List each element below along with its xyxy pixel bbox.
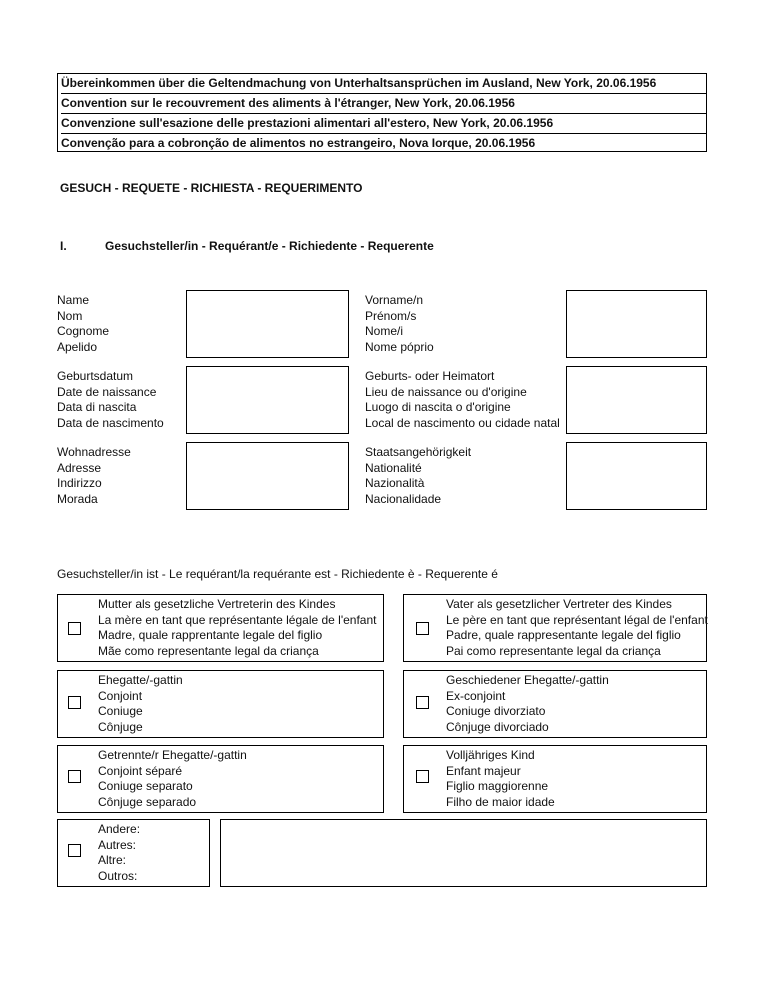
father-label-fr: Le père en tant que représentant légal de l'enfant — [446, 612, 708, 627]
birthplace-label-it: Luogo di nascita o d'origine — [365, 400, 511, 414]
mother-label — [98, 597, 377, 659]
header-line-it: Convenzione sull'esazione delle prestazioni alimentari all'estero, New York, 20.06.1956 — [61, 114, 706, 134]
spouse-label-pt: Cônjuge — [98, 719, 143, 734]
mother-label-pt: Mãe como representante legal da criança — [98, 643, 319, 658]
birthplace-field[interactable] — [566, 366, 707, 434]
divorced-label-pt: Cônjuge divorciado — [446, 719, 549, 734]
nationality-label-pt: Nacionalidade — [365, 491, 442, 506]
separated-label-de: Getrennte/r Ehegatte/-gattin — [98, 748, 247, 762]
address-label-de: Wohnadresse — [57, 445, 131, 459]
spouse-label — [98, 673, 183, 735]
firstname-label-it: Nome/i — [365, 324, 404, 338]
adult-child-label-pt: Filho de maior idade — [446, 794, 555, 809]
birthdate-field[interactable] — [186, 366, 349, 434]
firstname-label-pt: Nome póprio — [365, 339, 434, 354]
other-label-pt: Outros: — [98, 868, 138, 883]
father-label-pt: Pai como representante legal da criança — [446, 643, 661, 658]
divorced-checkbox[interactable] — [416, 696, 429, 709]
firstname-field[interactable] — [566, 290, 707, 358]
other-label-fr: Autres: — [98, 837, 137, 852]
name-field[interactable] — [186, 290, 349, 358]
father-checkbox[interactable] — [416, 622, 429, 635]
adult-child-label-it: Figlio maggiorenne — [446, 779, 549, 793]
adult-child-checkbox[interactable] — [416, 770, 429, 783]
address-label-pt: Morada — [57, 491, 98, 506]
adult-child-label-de: Volljähriges Kind — [446, 748, 535, 762]
mother-checkbox[interactable] — [68, 622, 81, 635]
header-line-de: Übereinkommen über die Geltendmachung von Unterhaltsansprüchen im Ausland, New York, 20.06.1956 — [61, 74, 706, 94]
form-title: GESUCH - REQUETE - RICHIESTA - REQUERIMENTO — [60, 181, 363, 195]
spouse-checkbox[interactable] — [68, 696, 81, 709]
adult-child-label — [446, 748, 555, 810]
mother-label-de: Mutter als gesetzliche Vertreterin des Kindes — [98, 597, 336, 611]
firstname-label-de: Vorname/n — [365, 293, 424, 307]
mother-label-it: Madre, quale rapprentante legale del figlio — [98, 628, 323, 642]
nationality-label-it: Nazionalità — [365, 476, 425, 490]
spouse-label-it: Coniuge — [98, 704, 143, 718]
spouse-label-fr: Conjoint — [98, 688, 143, 703]
separated-label-fr: Conjoint séparé — [98, 763, 183, 778]
separated-checkbox[interactable] — [68, 770, 81, 783]
divorced-label — [446, 673, 609, 735]
other-checkbox[interactable] — [68, 844, 81, 857]
other-label-de: Andere: — [98, 822, 141, 836]
header-line-pt: Convenção para a cobronção de alimentos no estrangeiro, Nova Iorque, 20.06.1956 — [61, 136, 536, 150]
firstname-label-fr: Prénom/s — [365, 308, 417, 323]
address-label-fr: Adresse — [57, 460, 102, 475]
firstname-label — [365, 293, 434, 355]
other-label-it: Altre: — [98, 853, 127, 867]
birthdate-label — [57, 369, 164, 431]
divorced-label-fr: Ex-conjoint — [446, 688, 506, 703]
mother-label-fr: La mère en tant que représentante légale de l'enfant — [98, 612, 377, 627]
birthdate-label-pt: Data de nascimento — [57, 415, 164, 430]
address-label-it: Indirizzo — [57, 476, 102, 490]
name-label-it: Cognome — [57, 324, 110, 338]
name-label-fr: Nom — [57, 308, 83, 323]
spouse-label-de: Ehegatte/-gattin — [98, 673, 183, 687]
header-line-fr: Convention sur le recouvrement des aliments à l'étranger, New York, 20.06.1956 — [61, 94, 706, 114]
birthdate-label-it: Data di nascita — [57, 400, 137, 414]
birthplace-label-pt: Local de nascimento ou cidade natal — [365, 415, 560, 430]
convention-header — [57, 73, 707, 152]
birthdate-label-fr: Date de naissance — [57, 384, 157, 399]
address-field[interactable] — [186, 442, 349, 510]
address-label — [57, 445, 131, 507]
separated-label-it: Coniuge separato — [98, 779, 193, 793]
nationality-label — [365, 445, 471, 507]
other-specify-field[interactable] — [220, 819, 707, 887]
nationality-label-fr: Nationalité — [365, 460, 422, 475]
father-label — [446, 597, 708, 659]
other-label — [98, 822, 140, 884]
name-label-de: Name — [57, 293, 90, 307]
section-title: Gesuchsteller/in - Requérant/e - Richiedente - Requerente — [105, 239, 434, 253]
birthplace-label-fr: Lieu de naissance ou d'origine — [365, 384, 527, 399]
separated-label-pt: Cônjuge separado — [98, 794, 197, 809]
relation-intro: Gesuchsteller/in ist - Le requérant/la requérante est - Richiedente è - Requerente é — [57, 567, 498, 581]
divorced-label-it: Coniuge divorziato — [446, 704, 546, 718]
separated-label — [98, 748, 247, 810]
nationality-field[interactable] — [566, 442, 707, 510]
father-label-de: Vater als gesetzlicher Vertreter des Kindes — [446, 597, 672, 611]
birthplace-label — [365, 369, 560, 431]
adult-child-label-fr: Enfant majeur — [446, 763, 521, 778]
divorced-label-de: Geschiedener Ehegatte/-gattin — [446, 673, 609, 687]
father-label-it: Padre, quale rappresentante legale del figlio — [446, 628, 681, 642]
birthplace-label-de: Geburts- oder Heimatort — [365, 369, 495, 383]
birthdate-label-de: Geburtsdatum — [57, 369, 134, 383]
nationality-label-de: Staatsangehörigkeit — [365, 445, 472, 459]
name-label — [57, 293, 109, 355]
name-label-pt: Apelido — [57, 339, 98, 354]
section-number: I. — [60, 239, 67, 253]
